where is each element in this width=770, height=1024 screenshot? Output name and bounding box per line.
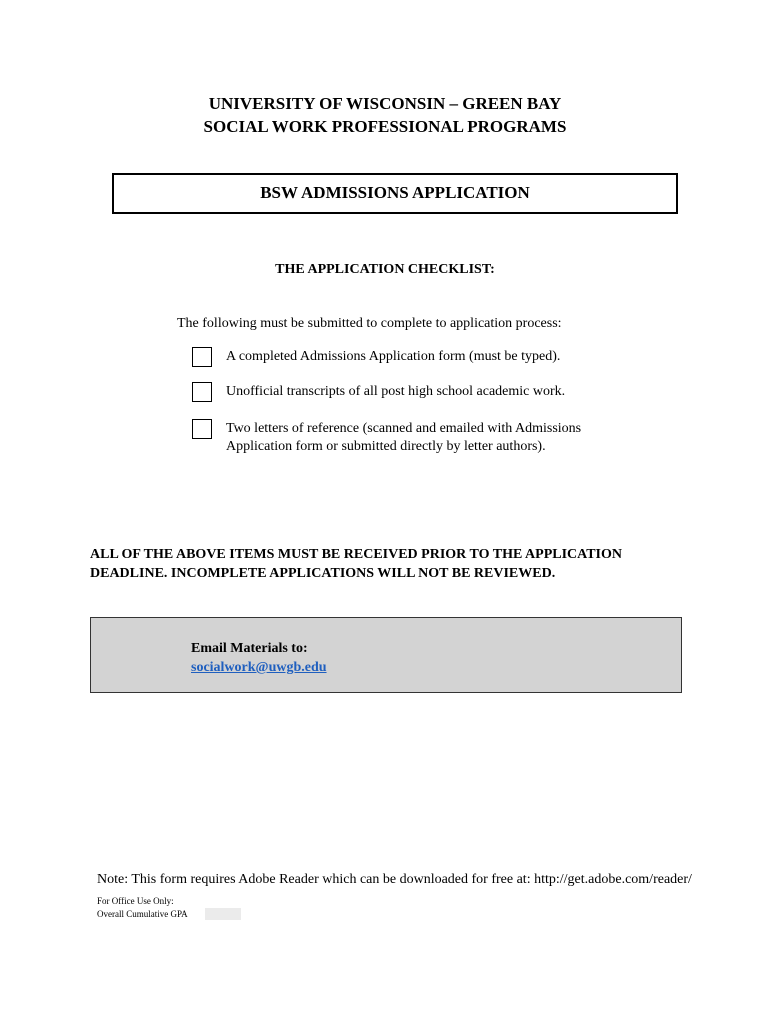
header-university: UNIVERSITY OF WISCONSIN – GREEN BAY xyxy=(208,94,562,113)
checklist-intro: The following must be submitted to complete to application process: xyxy=(177,316,562,331)
form-title: BSW ADMISSIONS APPLICATION xyxy=(260,183,530,202)
email-label: Email Materials to: xyxy=(191,641,308,656)
checklist-item-label: A completed Admissions Application form (must be typed). xyxy=(226,349,561,364)
email-materials-box xyxy=(90,617,682,693)
checkbox-transcripts[interactable] xyxy=(192,382,212,402)
gpa-label: Overall Cumulative GPA xyxy=(97,909,188,919)
checkbox-references[interactable] xyxy=(192,419,212,439)
deadline-warning: ALL OF THE ABOVE ITEMS MUST BE RECEIVED PRIOR TO THE APPLICATION DEADLINE. INCOMPLETE APPLICATIONS WILL NOT BE REVIEWED. xyxy=(90,547,622,581)
checklist-heading: THE APPLICATION CHECKLIST: xyxy=(275,262,495,277)
gpa-input[interactable] xyxy=(205,908,241,920)
email-link[interactable]: socialwork@uwgb.edu xyxy=(191,660,327,675)
checklist-item-label: Two letters of reference (scanned and emailed with Admissions Application form or submitted directly by letter authors). xyxy=(226,421,582,454)
header-program: SOCIAL WORK PROFESSIONAL PROGRAMS xyxy=(203,117,567,136)
checklist-item-label: Unofficial transcripts of all post high school academic work. xyxy=(226,384,566,399)
office-use-label: For Office Use Only: xyxy=(97,896,174,906)
form-title-box xyxy=(112,173,678,214)
checkbox-application-form[interactable] xyxy=(192,347,212,367)
adobe-reader-note: Note: This form requires Adobe Reader which can be downloaded for free at: http://get.adobe.com/reader/ xyxy=(97,872,692,887)
